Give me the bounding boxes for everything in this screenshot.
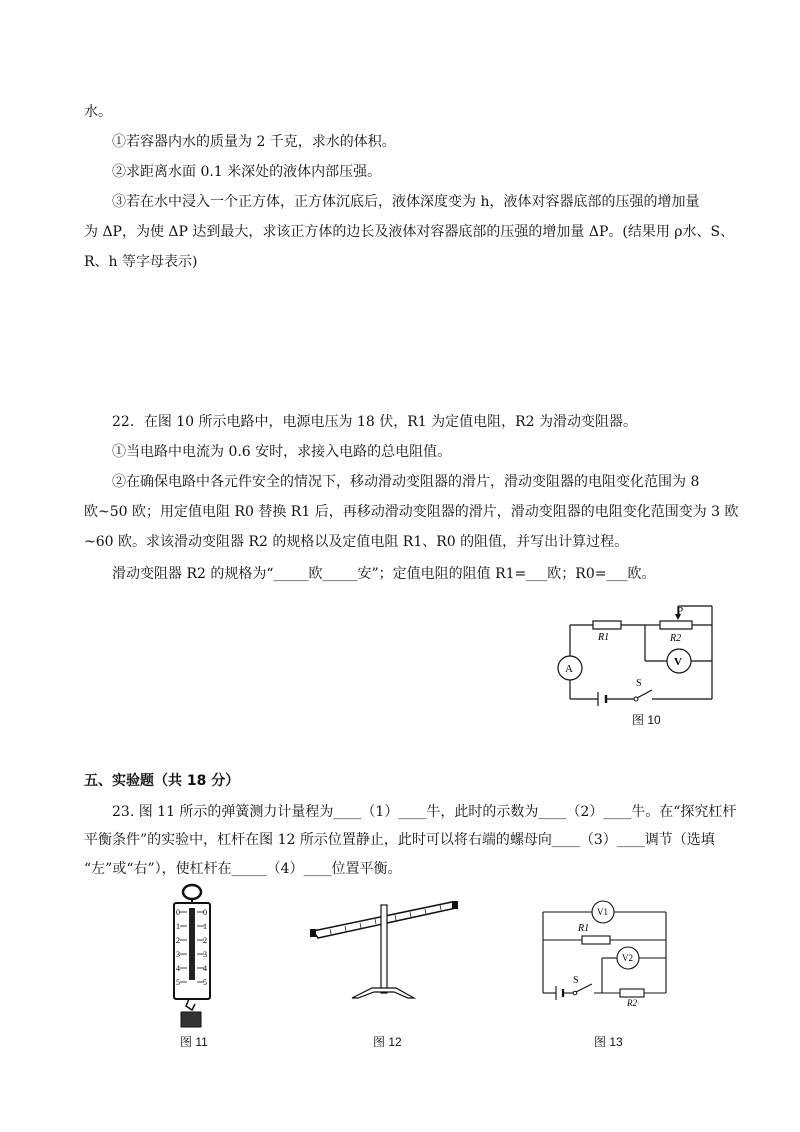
q22-line-4: ~60 欧。求该滑动变阻器 R2 的规格以及定值电阻 R1、R0 的阻值，并写出计算过程。 xyxy=(84,534,629,550)
q22-line-1: ①当电路中电流为 0.6 安时，求接入电路的总电阻值。 xyxy=(112,444,452,460)
label-a: A xyxy=(565,663,573,675)
scale-tick-right-3: 3 xyxy=(203,950,207,959)
q21-line-1: ①若容器内水的质量为 2 千克，求水的体积。 xyxy=(112,134,396,150)
label-r2: R2 xyxy=(670,633,682,644)
scale-tick-0: 0 xyxy=(176,908,180,917)
figure-13-caption: 图 13 xyxy=(594,1035,623,1049)
fig13-label-v1: V1 xyxy=(597,907,608,917)
scale-tick-right-0: 0 xyxy=(203,908,207,917)
q23-line-1: 平衡条件”的实验中，杠杆在图 12 所示位置静止，此时可以将右端的螺母向____（3）____调节（选填 xyxy=(84,832,715,848)
q22-line-2: ②在确保电路中各元件安全的情况下，移动滑动变阻器的滑片，滑动变阻器的电阻变化范围为 8 xyxy=(112,474,700,490)
q22-line-5: 滑动变阻器 R2 的规格为“_____欧_____安”；定值电阻的阻值 R1=___欧；R0=___欧。 xyxy=(112,566,656,582)
scale-tick-right-5: 5 xyxy=(203,978,207,987)
q21-line-5: R、h 等字母表示) xyxy=(84,254,198,270)
q22-line-3: 欧~50 欧；用定值电阻 R0 替换 R1 后，再移动滑动变阻器的滑片，滑动变阻器的电阻变化范围变为 3 欧 xyxy=(84,504,739,520)
fig13-label-r2: R2 xyxy=(627,998,637,1008)
scale-tick-1: 1 xyxy=(176,922,180,931)
section-5-title: 五、实验题（共 18 分） xyxy=(84,773,240,789)
figure-10-caption: 图 10 xyxy=(632,713,661,727)
label-v: V xyxy=(674,656,682,668)
fig13-label-r1: R1 xyxy=(578,923,590,934)
q21-line-4: 为 ΔP，为使 ΔP 达到最大，求该正方体的边长及液体对容器底部的压强的增加量 ΔP。(结果用 ρ水、S、 xyxy=(84,224,735,240)
q23-line-0: 23. 图 11 所示的弹簧测力计量程为____（1）____牛，此时的示数为____（2）____牛。在“探究杠杆 xyxy=(112,804,737,820)
q21-line-2: ②求距离水面 0.1 米深处的液体内部压强。 xyxy=(112,164,382,180)
scale-tick-right-1: 1 xyxy=(203,922,207,931)
label-r1: R1 xyxy=(598,632,610,643)
label-p: P xyxy=(677,605,684,617)
scale-tick-right-2: 2 xyxy=(203,936,207,945)
scale-tick-2: 2 xyxy=(176,936,180,945)
fig13-r1-resistor xyxy=(582,936,610,944)
scale-tick-right-4: 4 xyxy=(203,964,207,973)
scale-tick-3: 3 xyxy=(176,950,180,959)
figure-11-caption: 图 11 xyxy=(180,1035,208,1049)
fig13-label-v2: V2 xyxy=(622,953,633,963)
q22-line-0: 22．在图 10 所示电路中，电源电压为 18 伏，R1 为定值电阻，R2 为滑动变阻器。 xyxy=(112,414,638,430)
scale-tick-5: 5 xyxy=(176,978,180,987)
scale-tick-4: 4 xyxy=(176,964,180,973)
q21-line-0: 水。 xyxy=(84,104,112,120)
fig13-label-s: S xyxy=(573,975,579,986)
fig13-r2-resistor xyxy=(620,989,644,997)
q23-line-2: “左”或“右”），使杠杆在_____（4）____位置平衡。 xyxy=(84,861,402,877)
figure-12-caption: 图 12 xyxy=(373,1035,402,1049)
q21-line-3: ③若在水中浸入一个正方体，正方体沉底后，液体深度变为 h，液体对容器底部的压强的增加量 xyxy=(112,194,700,210)
label-s: S xyxy=(636,678,642,689)
